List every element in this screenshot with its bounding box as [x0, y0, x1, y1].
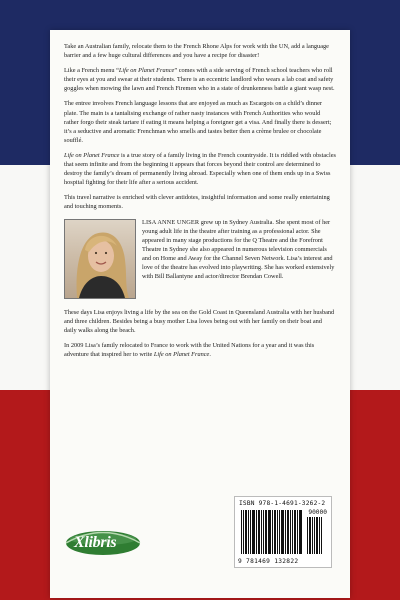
- addon-barcode-bars: [307, 517, 327, 554]
- book-title-inline: Life on Planet France: [64, 151, 120, 159]
- price-code: 90000: [308, 509, 327, 516]
- author-photo: [64, 219, 136, 299]
- author-bio: grew up in Sydney Australia. She spent most of her young adult life in the theatre after training as a professional actor. She appeared in many stage productions for the Q Theatre and the Forefront Theatre in Sydney she also appeared in numerous television commercials and on Home and Away for the Channel Seven Network. Lisa’s interest and love of the theatre has evolved into playwriting. She has worked extensively with Bill Ballantyne and actor/director Brendan Cowell.: [142, 218, 335, 281]
- blurb-paragraph-5: This travel narrative is enriched with clever antidotes, insightful information and some really entertaining and touching moments.: [64, 194, 330, 211]
- book-title-inline: Life on Planet France: [118, 67, 175, 75]
- blurb-paragraph-1: Take an Australian family, relocate them to the French Rhone Alps for work with the UN, add a language barrier and a few huge cultural differences and you have a recipe for disaster!: [64, 43, 329, 60]
- publisher-logo: [64, 528, 142, 558]
- blurb-paragraph-2: Like a French menu “Life on Planet France” comes with a side serving of French school teachers who roll their eyes at you and swear at their students. There is an eccentric landlord who wears a lab coat and safety goggles when mowing the lawn and French Firemen who in a state of drunkenness battle a giant wasp nest.: [64, 67, 335, 93]
- isbn-barcode: [234, 496, 332, 568]
- blurb-paragraph-4: Life on Planet France is a true story of a family living in the French countryside. It is riddled with obstacles that seem infinite and from the beginning it appears that forces beyond their control are determined to destroy the family’s dream of permanently living abroad. Especially when one of them ends up in a Swiss hospital fighting for their life after a serious accident.: [64, 151, 336, 187]
- blurb-paragraph-7: These days Lisa enjoys living a life by the sea on the Gold Coast in Queensland Australia with her husband and three children. Besides being a busy mother Lisa loves being out with her family on their boat and daily walks along the beach.: [64, 308, 335, 334]
- publisher-name: Xlibris: [74, 534, 117, 551]
- blurb-paragraph-8: In 2009 Lisa’s family relocated to France to work with the United Nations for a year and it was this adventure that inspired her to write Life on Planet France.: [64, 341, 315, 358]
- blurb-paragraph-3: The entree involves French language lessons that are enjoyed as much as Escargots on a child’s dinner plate. The main is a tantalising exchange of rather nasty instances with French Authorities who would rather forgo their steak tartare if eating it means helping a foreigner get a visa. And finally there is dessert; it’s a seductive and aromatic Frenchman who smells and tastes better then a crème brulee or chocolate soufflé.: [64, 100, 332, 144]
- ean-number: 9 781469 132822: [238, 558, 299, 565]
- book-title-inline: Life on Planet France: [153, 350, 210, 358]
- barcode-bars: [241, 510, 303, 554]
- back-cover-panel: [50, 30, 350, 598]
- blurb-text: [64, 42, 336, 365]
- author-bio-section: [64, 218, 336, 301]
- isbn-number: ISBN 978-1-4691-3262-2: [239, 500, 326, 507]
- author-name: LISA ANNE UNGER: [142, 218, 200, 226]
- author-portrait-image: [65, 220, 135, 298]
